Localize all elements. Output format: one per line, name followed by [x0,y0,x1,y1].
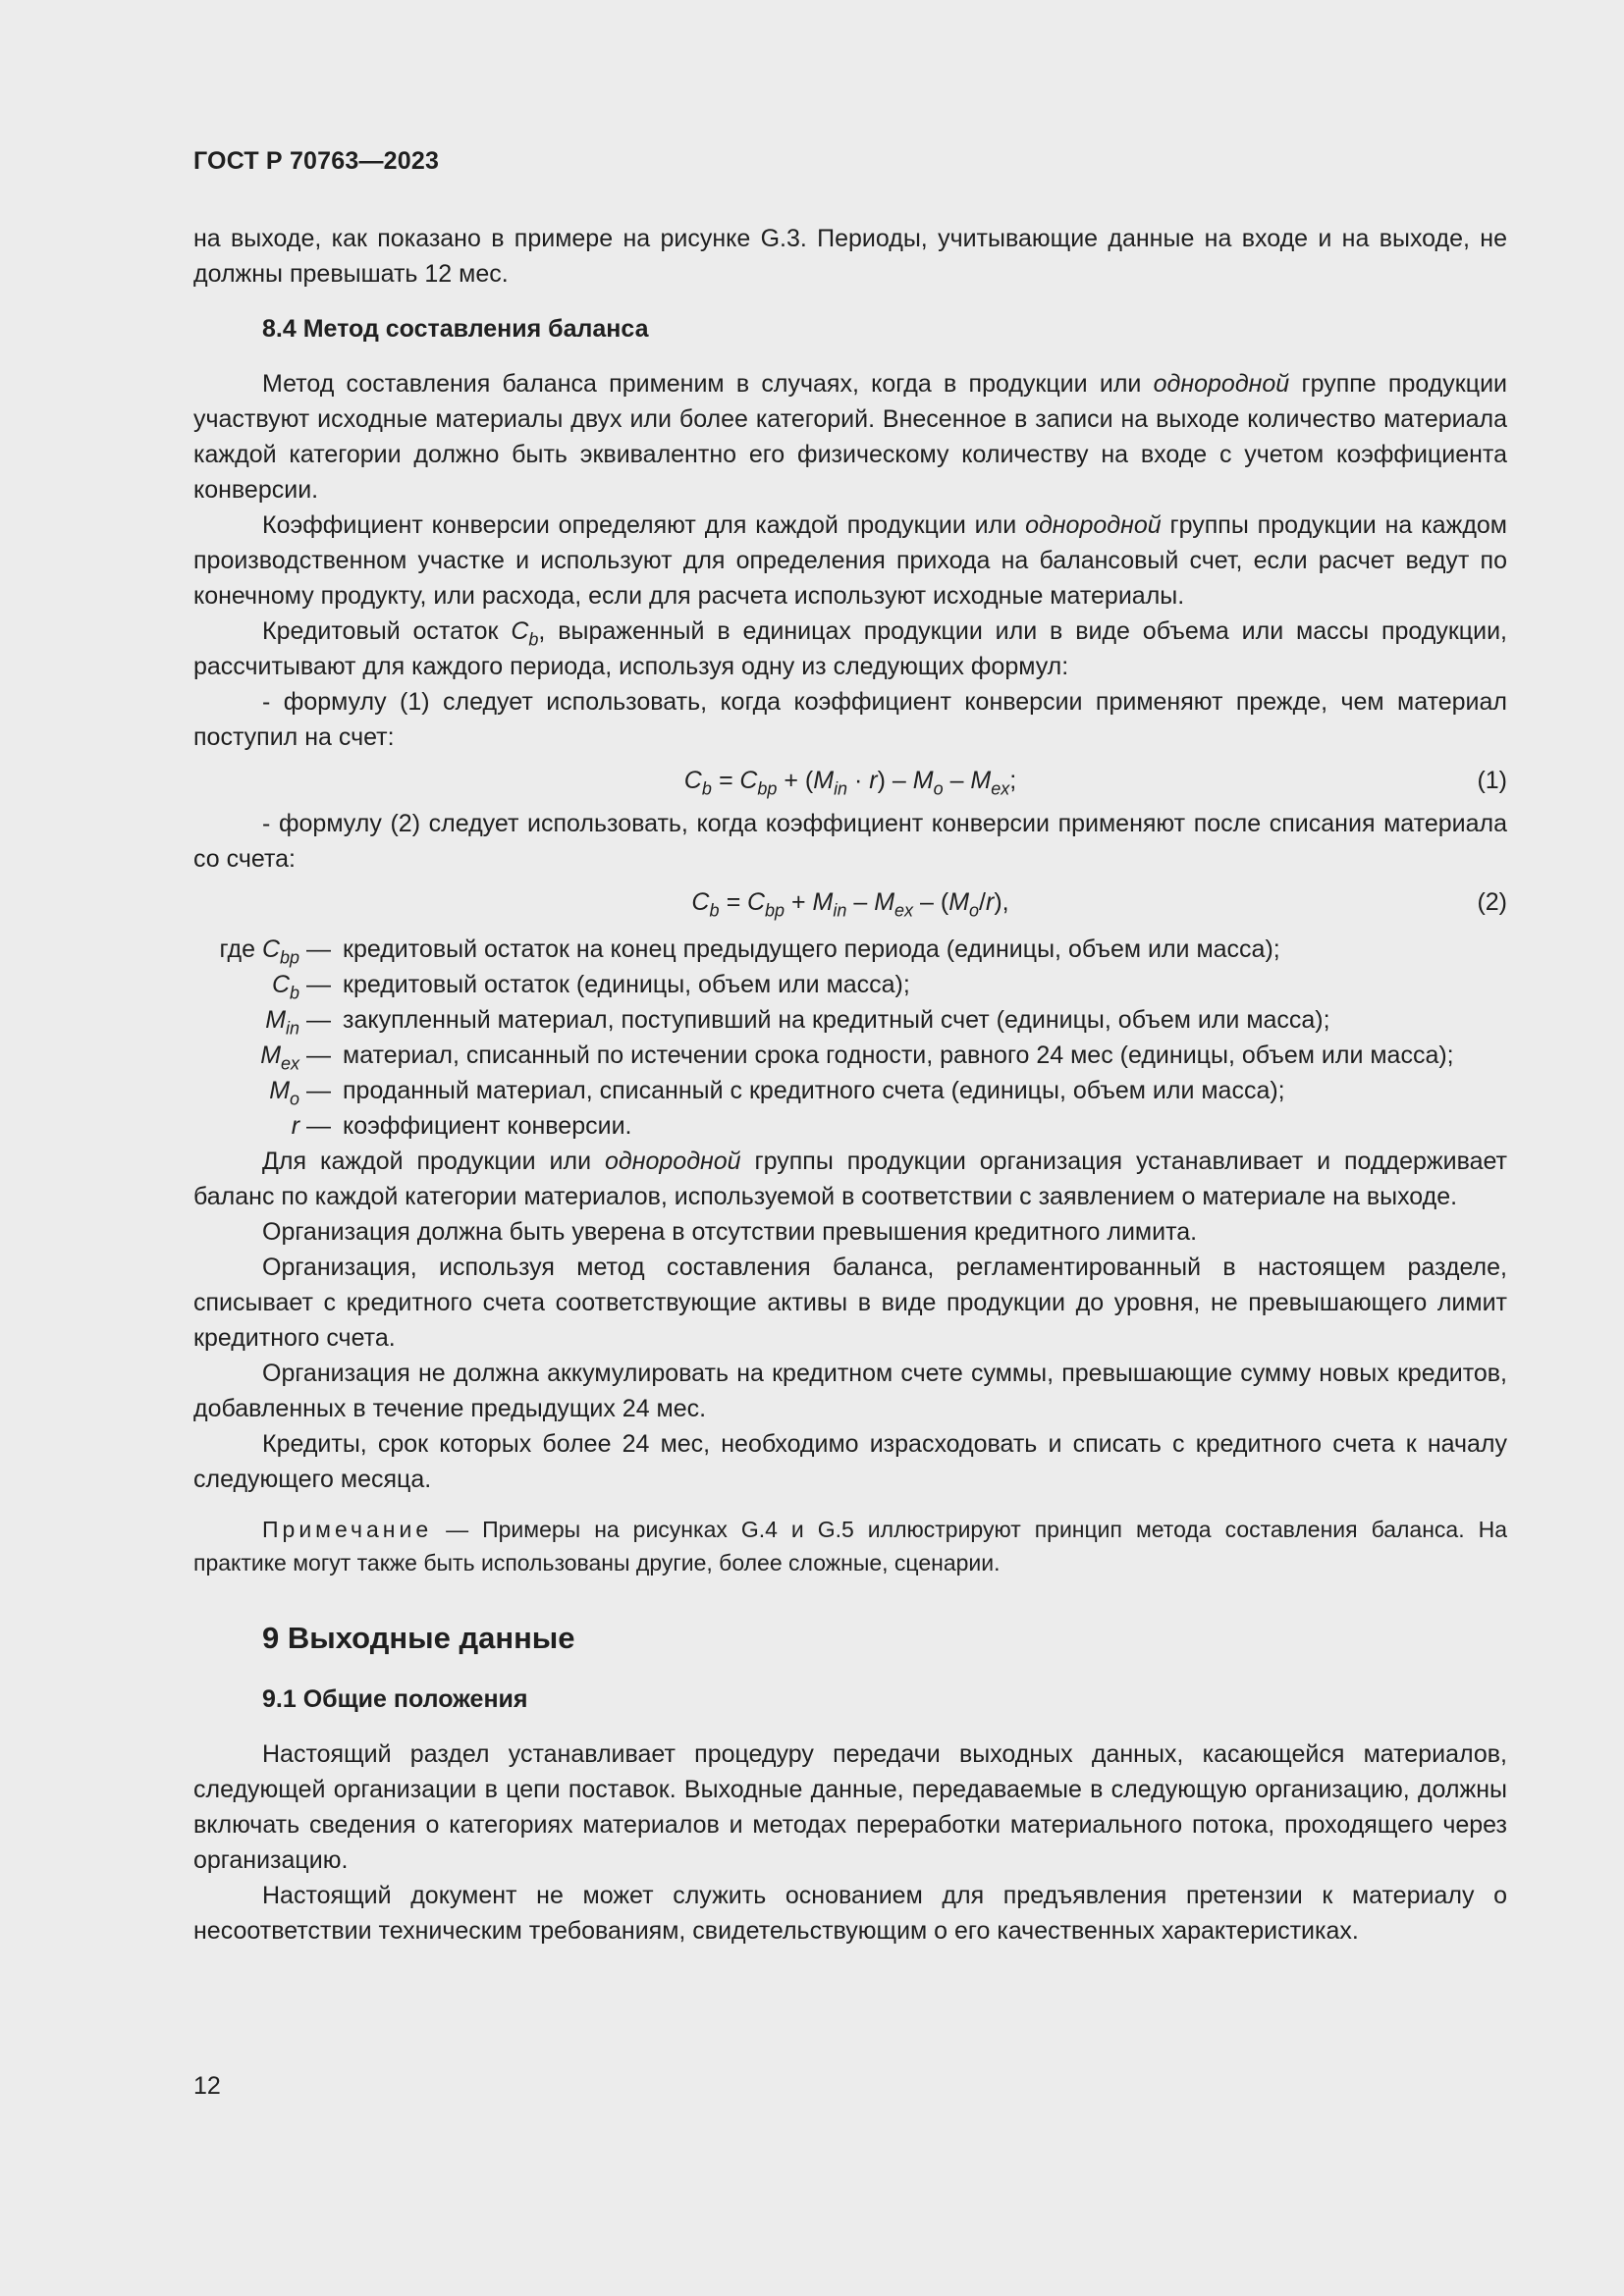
symbol-letter: C [261,935,281,963]
text-run: Для каждой продукции или [262,1148,605,1175]
document-header: ГОСТ Р 70763—2023 [193,147,440,175]
dash: — [306,935,331,963]
where-symbol [193,967,331,1002]
symbol-subscript: b [290,983,300,1003]
paragraph-output-data: Настоящий раздел устанавливает процедуру передачи выходных данных, касающейся материалов, следующей организации в цепи поставок. Выходные данные, передаваемые в следующую организацию, должны включать сведения о категориях материалов и методах переработки материального потока, проходящего через организацию. [193,1740,1507,1874]
where-symbol [193,1002,331,1038]
dash: — [306,971,331,998]
note-paragraph [193,1513,1507,1579]
symbol-letter: C [271,971,291,998]
text-run: Метод составления баланса применим в случаях, когда в продукции или [262,370,1154,398]
where-description: коэффициент конверсии. [343,1112,632,1140]
intro-paragraph: на выходе, как показано в примере на рисунке G.3. Периоды, учитывающие данные на входе и на выходе, не должны превышать 12 мес. [193,225,1507,288]
paragraph-write-off: Организация, используя метод составления баланса, регламентированный в настоящем разделе, списывает с кредитного счета соответствующие активы в виде продукции до уровня, не превышающего лимит кредитного счета. [193,1254,1507,1352]
where-description: кредитовый остаток (единицы, объем или масса); [343,971,910,998]
note-text: — Примеры на рисунках G.4 и G.5 иллюстрируют принцип метода составления баланса. На практике могут также быть использованы другие, более сложные, сценарии. [193,1517,1507,1575]
note-label: Примечание [262,1517,433,1542]
text-run: группе продукции участвуют исходные материалы двух или более категорий. Внесенное в записи на выходе количество материала каждой категории должно быть эквивалентно его физическому количеству на входе с учетом коэффициента конверсии. [193,370,1507,504]
paragraph-conversion-factor [193,507,1507,614]
paragraph-balance-method [193,366,1507,507]
where-symbol [193,1108,331,1144]
emphasis-text: однородной [605,1148,741,1175]
text-run: группы продукции организация устанавливает и поддерживает баланс по каждой категории материалов, используемой в соответствии с заявлением о материале на выходе. [193,1148,1507,1210]
emphasis-text: однородной [1025,511,1162,539]
symbol-subscript: o [290,1089,300,1109]
paragraph-no-claim: Настоящий документ не может служить основанием для предъявления претензии к материалу о несоответствии техническим требованиям, свидетельствующим о его качественных характеристиках. [193,1882,1507,1945]
where-description: материал, списанный по истечении срока годности, равного 24 мес (единицы, объем или масса); [343,1041,1454,1069]
paragraph-formula-1-intro: - формулу (1) следует использовать, когда коэффициент конверсии применяют прежде, чем материал поступил на счет: [193,688,1507,751]
where-description: проданный материал, списанный с кредитного счета (единицы, объем или масса); [343,1077,1285,1104]
symbol-letter: M [269,1077,291,1104]
section-9-heading: 9 Выходные данные [262,1621,575,1655]
symbol-letter: M [260,1041,282,1069]
symbol-subscript: ex [281,1053,300,1074]
page-number: 12 [193,2072,221,2100]
section-8-4-heading: 8.4 Метод составления баланса [262,315,649,343]
where-clause [193,932,1507,1144]
text-run: , выраженный в единицах продукции или в виде объема или массы продукции, рассчитывают для каждого периода, используя одну из следующих формул: [193,617,1507,680]
where-symbol [193,1073,331,1108]
paragraph-credit-balance [193,614,1507,684]
dash: — [306,1041,331,1069]
where-description: кредитовый остаток на конец предыдущего периода (единицы, объем или масса); [343,935,1280,963]
where-symbol [193,932,331,967]
formula-2-expression: $C_b = C_{bp} + M_{in} - M_{ex} - (M_o/r)$, [691,888,1009,921]
formula-2 [193,877,1507,928]
section-9-1-heading: 9.1 Общие положения [262,1685,528,1713]
paragraph-formula-2-intro: - формулу (2) следует использовать, когда коэффициент конверсии применяют после списания материала со счета: [193,810,1507,873]
document-body [193,221,1507,1949]
symbol-subscript: bp [280,947,300,968]
paragraph-balance-per-category [193,1144,1507,1214]
formula-1-expression: $C_b = C_{bp} + (M_{in} \cdot r) - M_o - M_{ex}$; [683,767,1017,799]
symbol-letter: C [511,617,529,645]
emphasis-text: однородной [1153,370,1290,398]
paragraph-accumulation: Организация не должна аккумулировать на кредитном счете суммы, превышающие сумму новых кредитов, добавленных в течение предыдущих 24 мес. [193,1360,1507,1422]
symbol-cb [511,617,539,650]
where-symbol [193,1038,331,1073]
formula-2-number: (2) [1477,888,1507,916]
where-description: закупленный материал, поступивший на кредитный счет (единицы, объем или масса); [343,1006,1330,1034]
formula-1-number: (1) [1477,767,1507,794]
dash: — [306,1112,331,1140]
symbol-letter: M [265,1006,287,1034]
symbol-subscript: b [528,629,539,650]
text-run: Кредитовый остаток [262,617,512,645]
where-prefix: где [219,935,255,963]
symbol-letter: r [291,1112,300,1140]
paragraph-expiry: Кредиты, срок которых более 24 мес, необходимо израсходовать и списать с кредитного счета к началу следующего месяца. [193,1430,1507,1493]
text-run: Коэффициент конверсии определяют для каждой продукции или [262,511,1026,539]
formula-1 [193,755,1507,806]
paragraph-credit-limit: Организация должна быть уверена в отсутствии превышения кредитного лимита. [262,1218,1198,1246]
dash: — [306,1077,331,1104]
text-run: группы продукции на каждом производственном участке и используют для определения прихода на балансовый счет, если расчет ведут по конечному продукту, или расхода, если для расчета используют исходные материалы. [193,511,1507,610]
symbol-subscript: in [286,1018,300,1039]
dash: — [306,1006,331,1034]
